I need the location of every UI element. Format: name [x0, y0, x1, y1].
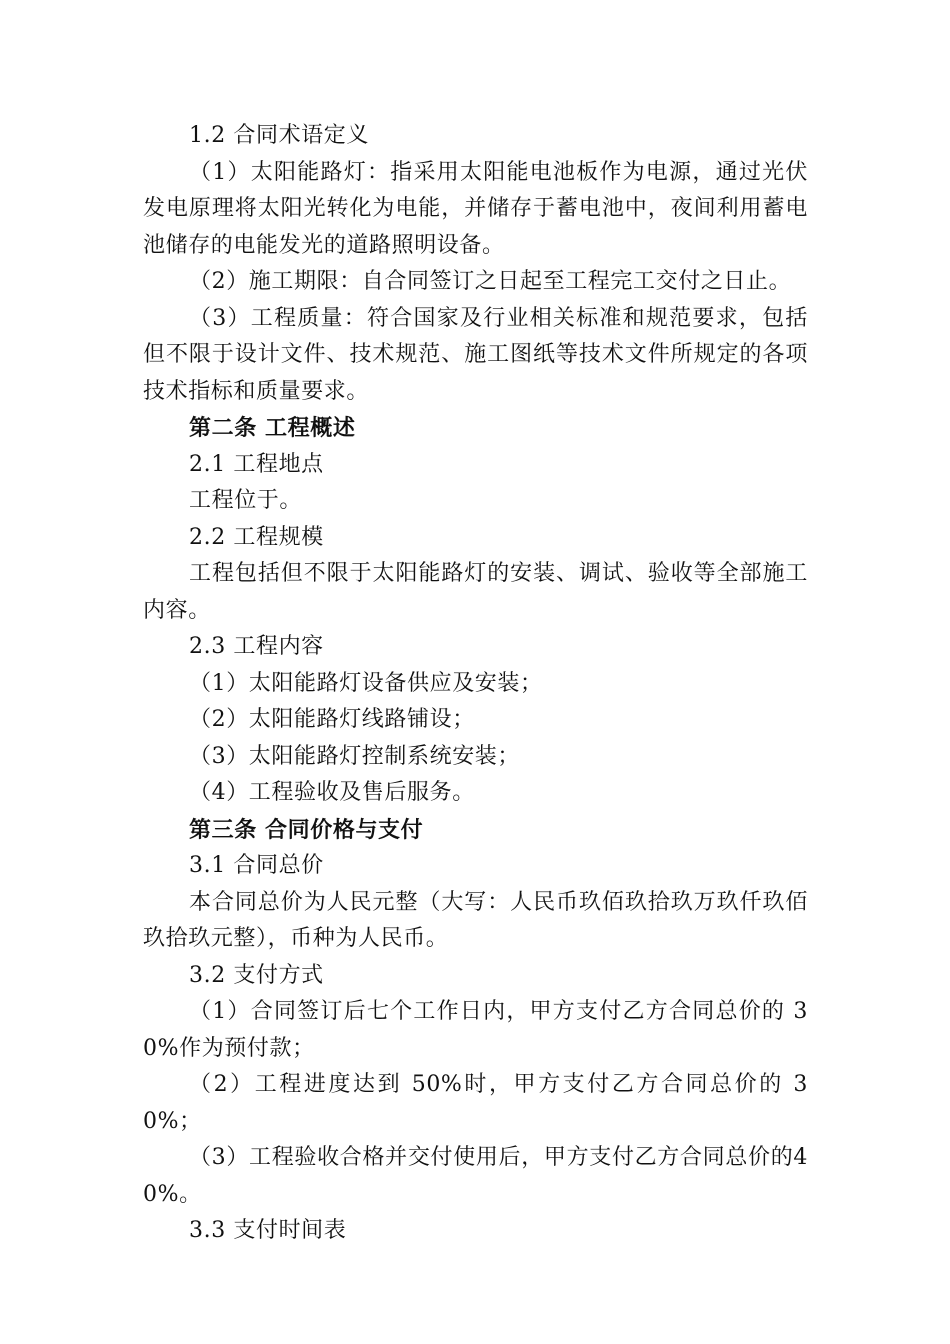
article-2-title: 第二条 工程概述	[189, 415, 356, 441]
payment-term-3: （3）工程验收合格并交付使用后，甲方支付乙方合同总价的40%。	[143, 1145, 808, 1207]
section-heading-2-2: 2.2 工程规模	[189, 524, 324, 550]
payment-term-2: （2）工程进度达到 50%时，甲方支付乙方合同总价的 30%；	[143, 1072, 808, 1134]
section-heading-2-1: 2.1 工程地点	[189, 451, 324, 477]
document-body	[143, 118, 808, 1250]
project-scale-text: 工程包括但不限于太阳能路灯的安装、调试、验收等全部施工内容。	[143, 561, 808, 623]
definition-solar-street-light: （1）太阳能路灯：指采用太阳能电池板作为电源，通过光伏发电原理将太阳光转化为电能，并储存于蓄电池中，夜间利用蓄电池储存的电能发光的道路照明设备。	[143, 159, 808, 258]
article-3-title: 第三条 合同价格与支付	[189, 816, 424, 843]
section-heading-3-2: 3.2 支付方式	[189, 962, 324, 988]
definition-project-quality: （3）工程质量：符合国家及行业相关标准和规范要求，包括但不限于设计文件、技术规范、施工图纸等技术文件所规定的各项技术指标和质量要求。	[143, 305, 808, 404]
project-content-item: （1）太阳能路灯设备供应及安装；	[189, 670, 543, 696]
project-content-item: （3）太阳能路灯控制系统安装；	[189, 743, 520, 769]
project-location-text: 工程位于。	[189, 488, 303, 513]
section-heading-3-3: 3.3 支付时间表	[189, 1218, 347, 1243]
project-content-item: （4）工程验收及售后服务。	[189, 780, 475, 805]
project-content-item: （2）太阳能路灯线路铺设；	[189, 707, 475, 732]
contract-total-price-text: 本合同总价为人民元整（大写：人民币玖佰玖拾玖万玖仟玖佰玖拾玖元整），币种为人民币。	[143, 889, 808, 951]
section-heading-3-1: 3.1 合同总价	[189, 853, 324, 878]
definition-construction-period: （2）施工期限：自合同签订之日起至工程完工交付之日止。	[189, 269, 792, 294]
section-heading-1-2: 1.2 合同术语定义	[189, 123, 369, 148]
payment-term-1: （1）合同签订后七个工作日内，甲方支付乙方合同总价的 30%作为预付款；	[143, 999, 808, 1061]
section-heading-2-3: 2.3 工程内容	[189, 634, 324, 659]
